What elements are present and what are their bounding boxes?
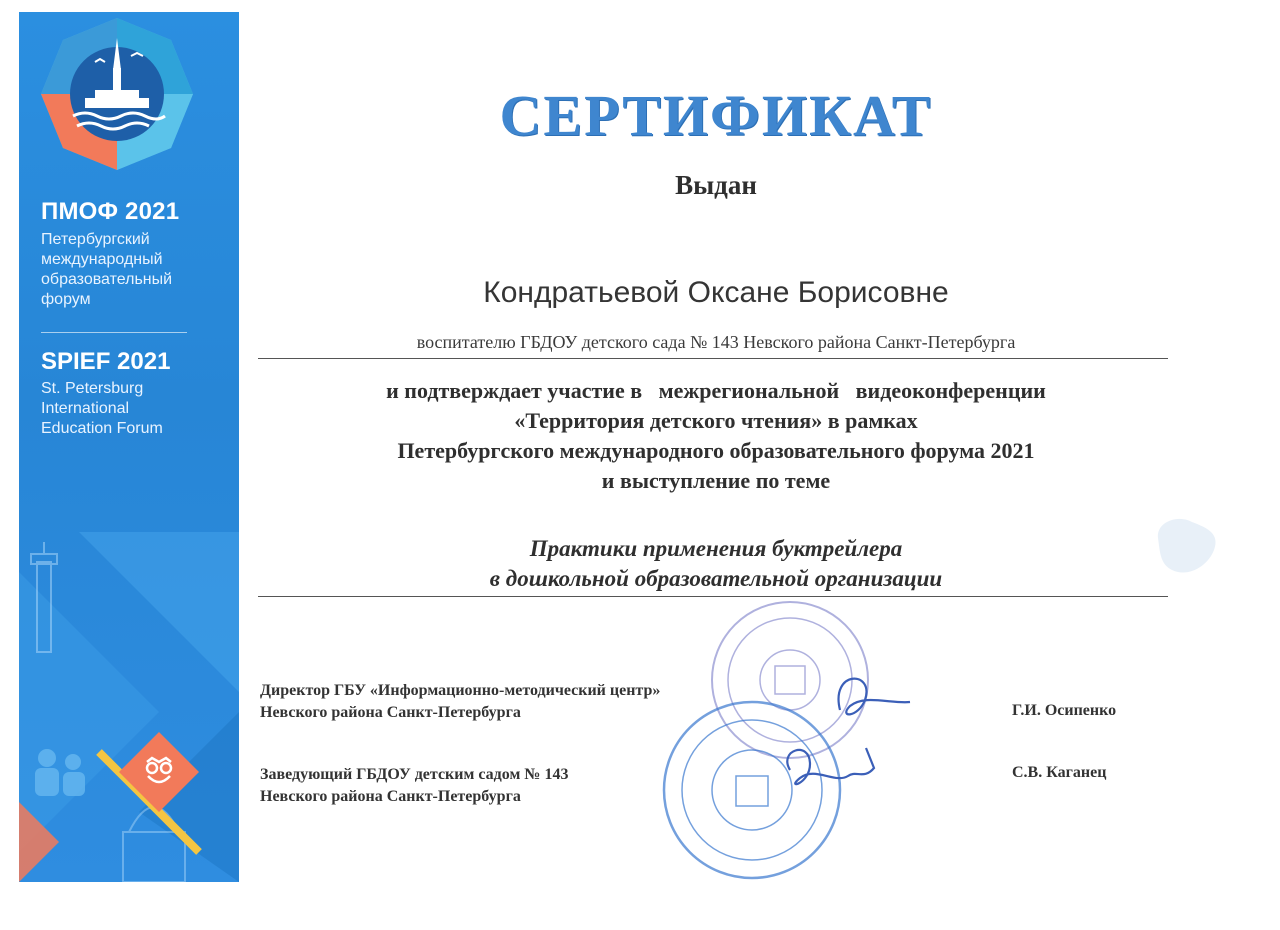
confirmation-line: «Территория детского чтения» в рамках [514,408,918,433]
signatory-head-name: С.В. Каганец [1012,764,1107,781]
signatory-head-role [260,764,568,808]
banner-decoration [19,532,239,882]
certificate-title: СЕРТИФИКАТ [499,83,933,148]
confirmation-text [258,376,1174,496]
forum-subtitle-en-line: International [41,400,130,417]
signatory-director-role [260,680,660,724]
topic-line: Практики применения буктрейлера [529,536,903,561]
forum-subtitle-ru-line: международный [41,251,163,268]
paper-smudge [1148,508,1228,588]
signatory-role-line: Директор ГБУ «Информационно-методический центр» [260,682,661,699]
signatory-role-line: Заведующий ГБДОУ детским садом № 143 [260,766,569,783]
banner-divider [41,332,187,333]
recipient-name: Кондратьевой Оксане Борисовне [483,276,949,309]
recipient-position: воспитателю ГБДОУ детского сада № 143 Невского района Санкт-Петербурга [416,332,1016,352]
confirmation-line: и подтверждает участие в межрегиональной видеоконференции [386,378,1046,403]
confirmation-line: и выступление по теме [601,468,831,493]
forum-subtitle-en [41,379,231,439]
signatory-role-line: Невского района Санкт-Петербурга [260,788,521,805]
confirmation-line: Петербургского международного образовательного форума 2021 [397,438,1035,463]
forum-subtitle-ru-line: образовательный [41,271,173,288]
peter-and-paul-fortress-logo [39,16,195,172]
forum-banner [19,12,239,882]
forum-subtitle-ru-line: форум [41,291,91,308]
issued-label: Выдан [675,170,757,200]
signatory-director-name: Г.И. Осипенко [1012,702,1117,719]
forum-subtitle-en-line: Education Forum [41,420,163,437]
signatory-role-line: Невского района Санкт-Петербурга [260,704,521,721]
divider-line [258,596,1168,597]
forum-subtitle-en-line: St. Petersburg [41,380,144,397]
forum-title-ru: ПМОФ 2021 [41,198,180,225]
forum-subtitle-ru-line: Петербургский [41,231,150,248]
topic-line: в дошкольной образовательной организации [489,566,943,591]
forum-title-en: SPIEF 2021 [41,348,171,375]
presentation-topic [258,534,1174,594]
forum-subtitle-ru [41,230,231,310]
divider-line [258,358,1168,359]
official-stamps [660,600,990,900]
